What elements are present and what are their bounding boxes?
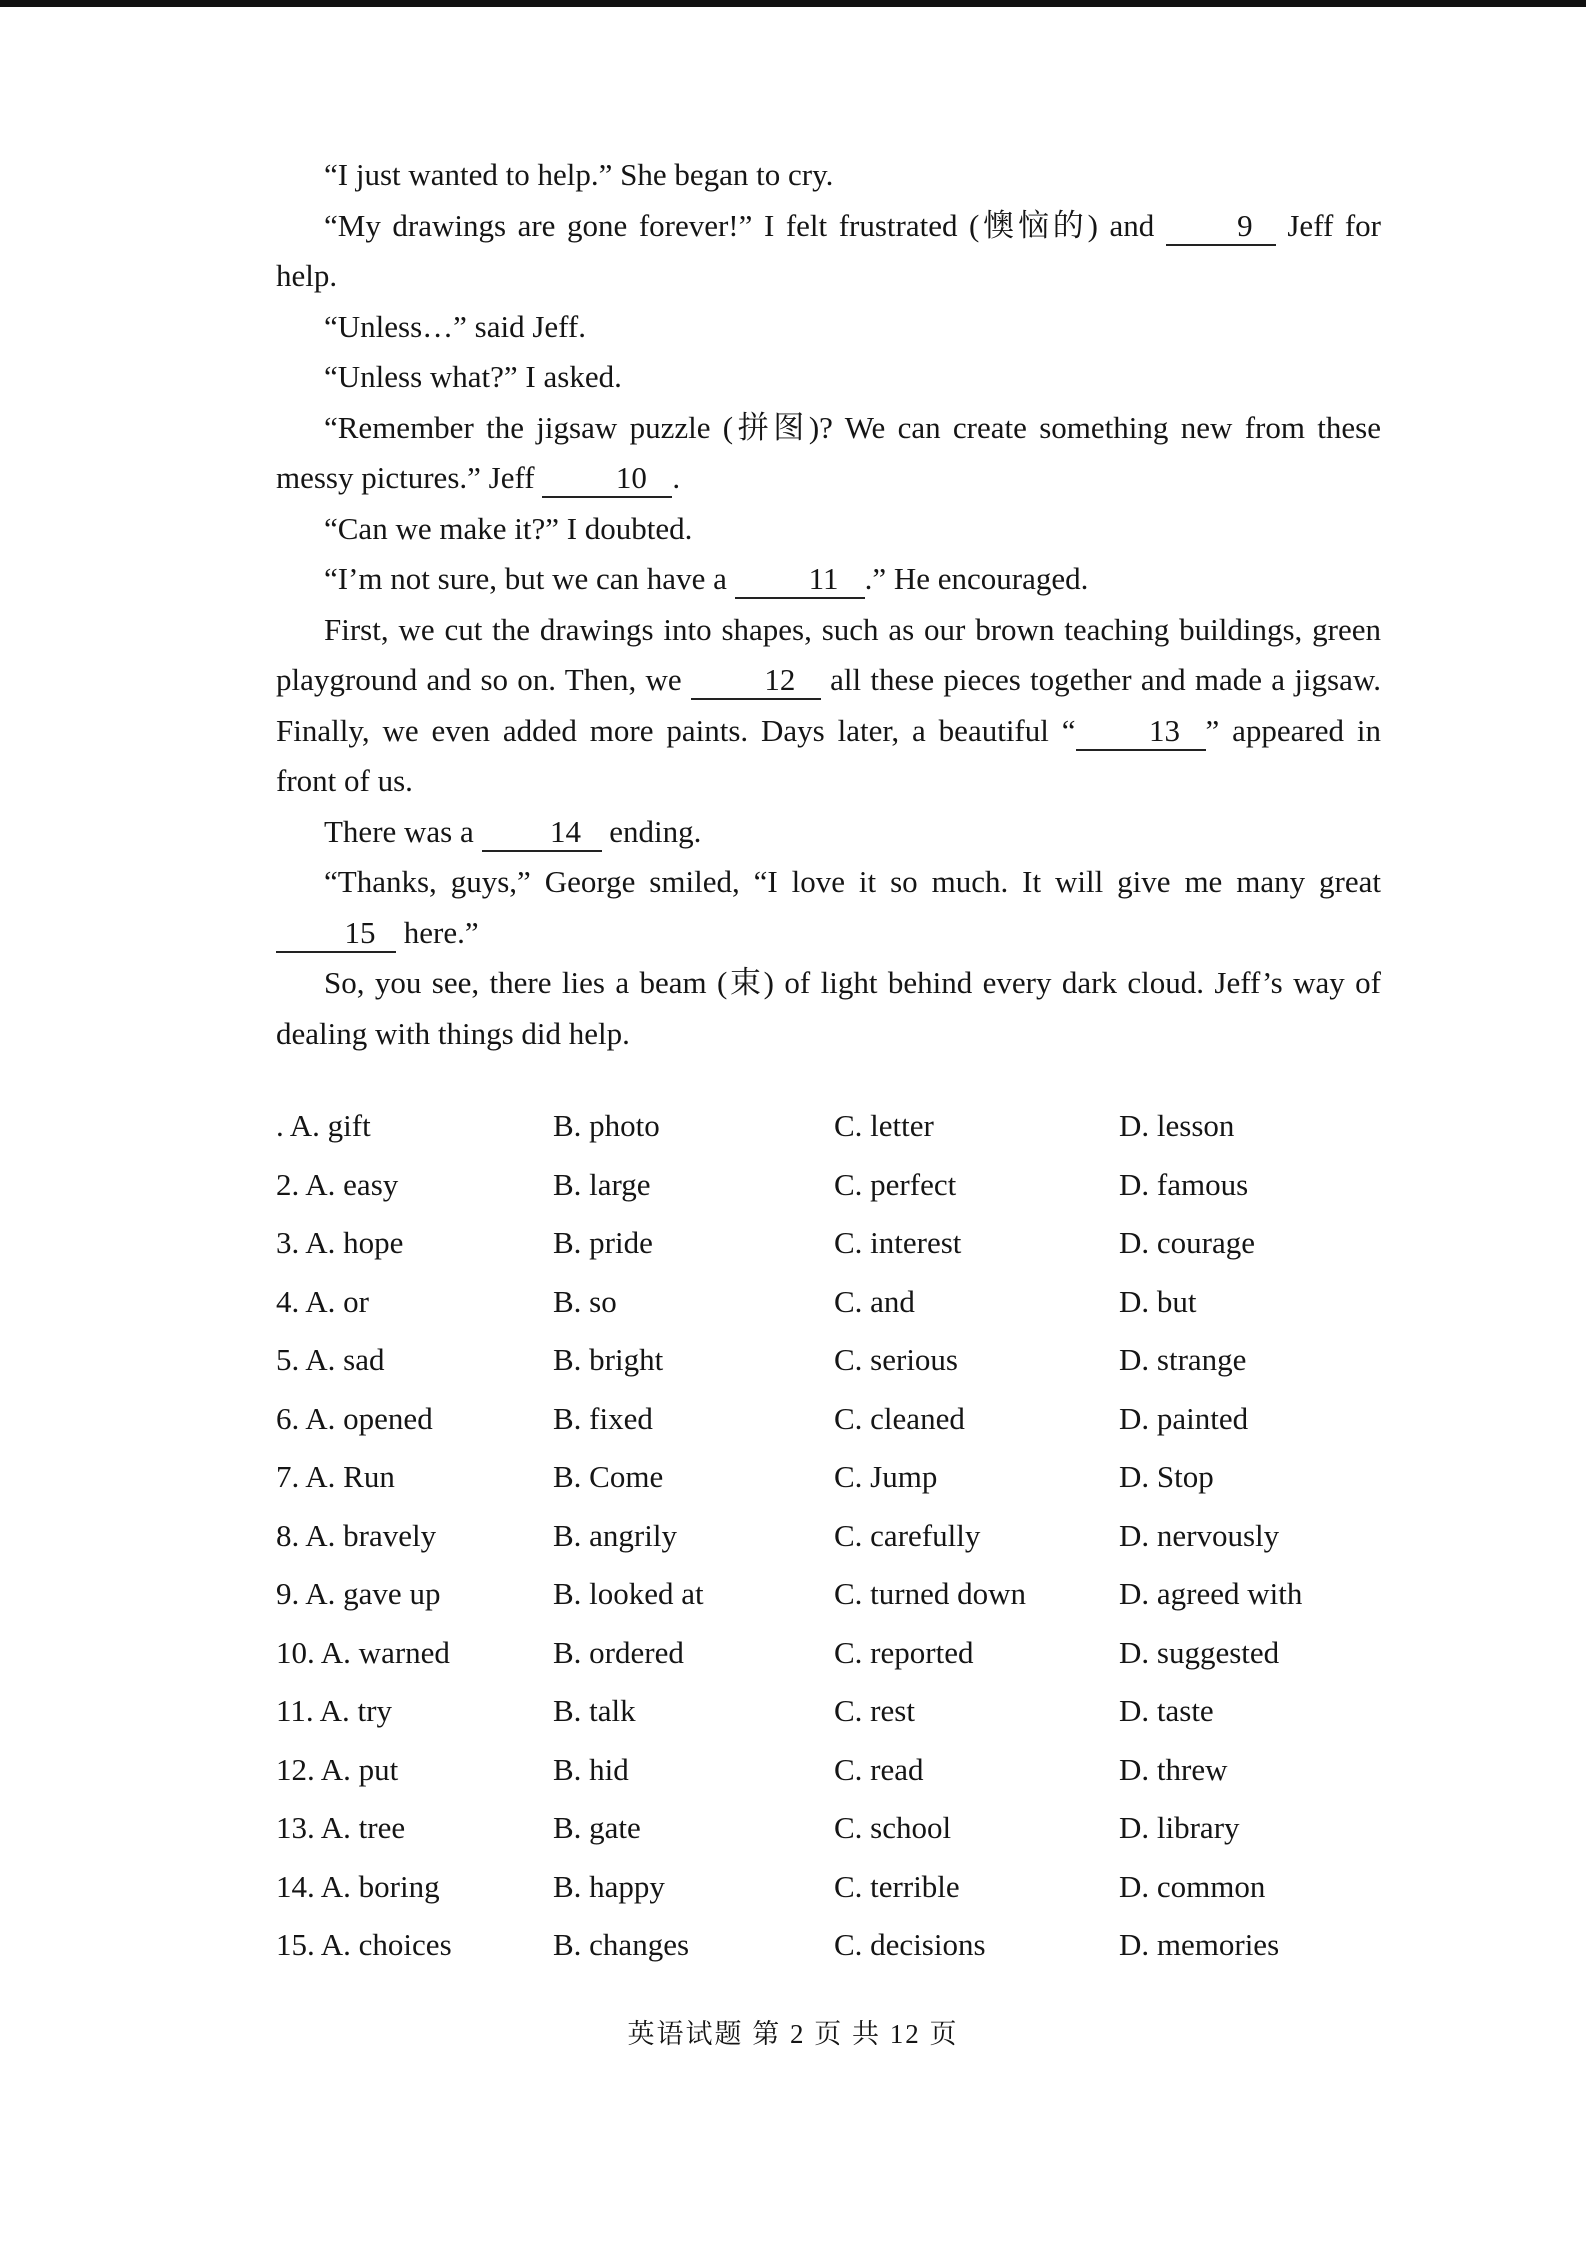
option-d: D. Stop	[1119, 1459, 1214, 1494]
cloze-passage	[276, 150, 1381, 1059]
passage-paragraph	[276, 807, 1381, 858]
option-b: B. changes	[553, 1927, 690, 1962]
passage-paragraph	[276, 201, 1381, 302]
option-a: . A. gift	[276, 1108, 371, 1143]
passage-paragraph	[276, 605, 1381, 807]
option-c: C. turned down	[834, 1576, 1027, 1611]
passage-text: There was a	[324, 813, 482, 849]
passage-text: First, we cut the drawings into shapes, such as our brown teaching buildings, green playground and so on. Then, we	[276, 611, 1381, 697]
passage-paragraph	[276, 958, 1381, 1059]
option-a: 7. A. Run	[276, 1459, 395, 1494]
option-c: C. read	[834, 1751, 924, 1787]
passage-paragraph	[276, 403, 1381, 504]
option-c: C. decisions	[834, 1927, 986, 1962]
question-options-row	[276, 1167, 1386, 1226]
passage-text: “I just wanted to help.” She began to cry.	[324, 157, 834, 192]
option-b: B. angrily	[553, 1517, 677, 1553]
option-c: C. interest	[834, 1225, 962, 1260]
option-a: 10. A. warned	[276, 1634, 450, 1670]
question-options-row	[276, 1752, 1386, 1811]
answer-blank: 13	[1076, 713, 1206, 751]
passage-text: ending.	[601, 813, 702, 849]
option-b: B. so	[553, 1283, 617, 1319]
option-b: B. Come	[553, 1459, 664, 1494]
passage-text: Jeff for help.	[276, 207, 1381, 293]
option-d: D. but	[1119, 1283, 1197, 1319]
answer-blank: 9	[1166, 208, 1276, 246]
option-c: C. rest	[834, 1693, 915, 1728]
question-options-row	[276, 1927, 1386, 1986]
option-a: 2. A. easy	[276, 1166, 399, 1202]
option-d: D. agreed with	[1119, 1576, 1303, 1611]
option-c: C. cleaned	[834, 1400, 965, 1436]
option-b: B. talk	[553, 1693, 636, 1728]
option-d: D. common	[1119, 1868, 1266, 1904]
option-d: D. taste	[1119, 1693, 1214, 1728]
passage-paragraph	[276, 302, 1381, 353]
question-options-row	[276, 1225, 1386, 1284]
passage-paragraph	[276, 857, 1381, 958]
question-options-row	[276, 1284, 1386, 1343]
option-d: D. library	[1119, 1810, 1240, 1845]
passage-text: ” appeared in front of us.	[276, 712, 1382, 798]
question-options-row	[276, 1342, 1386, 1401]
passage-text: “Unless…” said Jeff.	[324, 308, 587, 344]
question-options-row	[276, 1810, 1386, 1869]
answer-blank: 11	[735, 561, 865, 599]
option-a: 11. A. try	[276, 1693, 392, 1728]
option-d: D. painted	[1119, 1400, 1249, 1436]
option-a: 13. A. tree	[276, 1810, 406, 1845]
passage-paragraph	[276, 554, 1381, 605]
passage-text: .” He encouraged.	[864, 561, 1089, 596]
option-d: D. lesson	[1119, 1108, 1235, 1143]
option-a: 14. A. boring	[276, 1868, 440, 1904]
option-d: D. strange	[1119, 1342, 1247, 1377]
passage-text: “Remember the jigsaw puzzle (拼图)? We can create something new from these messy pictures.” Jeff	[276, 409, 1381, 495]
scan-top-border	[0, 0, 1586, 7]
option-b: B. bright	[553, 1342, 664, 1377]
option-a: 3. A. hope	[276, 1225, 404, 1260]
option-c: C. Jump	[834, 1459, 938, 1494]
option-b: B. large	[553, 1166, 651, 1202]
question-options-row	[276, 1869, 1386, 1928]
option-c: C. serious	[834, 1342, 958, 1377]
option-d: D. nervously	[1119, 1517, 1280, 1553]
option-a: 12. A. put	[276, 1751, 399, 1787]
option-a: 15. A. choices	[276, 1927, 452, 1962]
option-c: C. perfect	[834, 1166, 957, 1202]
answer-blank: 10	[542, 460, 672, 498]
passage-text: here.”	[396, 914, 479, 950]
option-c: C. reported	[834, 1634, 974, 1670]
passage-text: “Thanks, guys,” George smiled, “I love it so much. It will give me many great	[324, 864, 1381, 899]
options-table	[276, 1108, 1386, 1986]
option-b: B. gate	[553, 1810, 641, 1845]
option-b: B. fixed	[553, 1400, 653, 1436]
passage-text: “Can we make it?” I doubted.	[324, 510, 693, 546]
option-a: 5. A. sad	[276, 1342, 385, 1377]
question-options-row	[276, 1576, 1386, 1635]
option-a: 6. A. opened	[276, 1400, 433, 1436]
option-d: D. suggested	[1119, 1634, 1280, 1670]
option-d: D. famous	[1119, 1166, 1249, 1202]
passage-text: .	[672, 460, 681, 495]
option-b: B. hid	[553, 1751, 629, 1787]
option-c: C. school	[834, 1810, 952, 1845]
passage-text: So, you see, there lies a beam (束) of light behind every dark cloud. Jeff’s way of dealing with things did help.	[276, 965, 1381, 1051]
passage-text: “Unless what?” I asked.	[324, 359, 622, 394]
passage-paragraph	[276, 504, 1381, 555]
passage-text: “My drawings are gone forever!” I felt frustrated (懊恼的) and	[324, 207, 1166, 243]
option-b: B. looked at	[553, 1576, 704, 1611]
option-c: C. letter	[834, 1108, 934, 1143]
option-b: B. ordered	[553, 1634, 684, 1670]
option-d: D. courage	[1119, 1225, 1255, 1260]
option-d: D. threw	[1119, 1751, 1228, 1787]
question-options-row	[276, 1693, 1386, 1752]
option-c: C. terrible	[834, 1868, 960, 1904]
question-options-row	[276, 1459, 1386, 1518]
question-options-row	[276, 1108, 1386, 1167]
option-c: C. carefully	[834, 1517, 981, 1553]
option-d: D. memories	[1119, 1927, 1280, 1962]
option-a: 8. A. bravely	[276, 1517, 437, 1553]
answer-blank: 15	[276, 915, 396, 953]
passage-paragraph	[276, 150, 1381, 201]
option-c: C. and	[834, 1283, 915, 1319]
option-b: B. photo	[553, 1108, 660, 1143]
question-options-row	[276, 1518, 1386, 1577]
question-options-row	[276, 1401, 1386, 1460]
answer-blank: 12	[691, 662, 821, 700]
answer-blank: 14	[482, 814, 602, 852]
passage-text: “I’m not sure, but we can have a	[324, 561, 735, 596]
option-a: 9. A. gave up	[276, 1576, 441, 1611]
page-footer: 英语试题 第 2 页 共 12 页	[627, 2019, 959, 2049]
option-b: B. pride	[553, 1225, 653, 1260]
option-a: 4. A. or	[276, 1283, 369, 1319]
question-options-row	[276, 1635, 1386, 1694]
passage-text: all these pieces together and made a jigsaw. Finally, we even added more paints. Days later, a beautiful “	[276, 662, 1381, 748]
passage-paragraph	[276, 352, 1381, 403]
option-b: B. happy	[553, 1868, 665, 1904]
